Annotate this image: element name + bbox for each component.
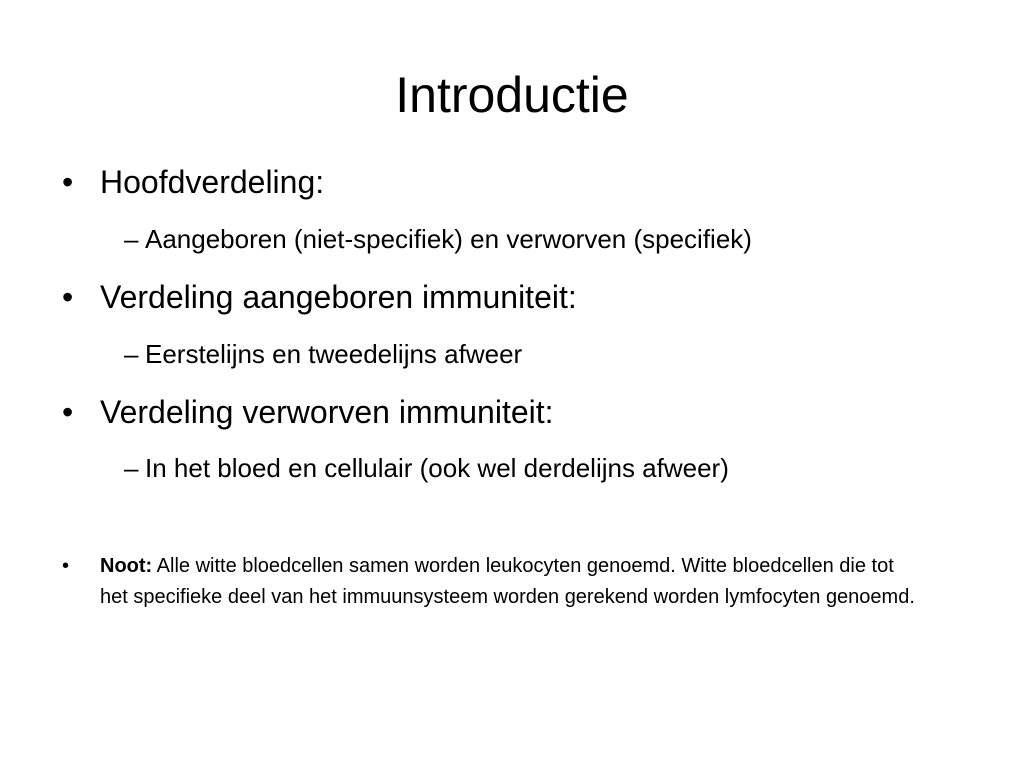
bullet-icon: • <box>62 394 74 430</box>
sub-bullet-text: Aangeboren (niet-specifiek) en verworven (specifiek) <box>145 224 752 254</box>
bullet-text: Hoofdverdeling: <box>100 164 325 200</box>
dash-icon: – <box>124 453 139 483</box>
bullet-text: Verdeling verworven immuniteit: <box>100 394 554 430</box>
note-label: Noot: <box>100 555 153 577</box>
bullet-icon: • <box>62 279 74 315</box>
bullet-icon: • <box>62 164 74 200</box>
dash-icon: – <box>124 339 139 369</box>
note-text <box>100 551 920 613</box>
sub-bullet-text: In het bloed en cellulair (ook wel derdelijns afweer) <box>145 453 729 483</box>
sub-bullet-text: Eerstelijns en tweedelijns afweer <box>145 339 523 369</box>
dash-icon: – <box>124 224 139 254</box>
bullet-icon: • <box>62 555 70 577</box>
slide-title: Introductie <box>395 67 629 123</box>
note-body: Alle witte bloedcellen samen worden leukocyten genoemd. Witte bloedcellen die tot het specifieke deel van het immuunsysteem worden gerekend worden lymfocyten genoemd. <box>100 555 915 608</box>
bullet-text: Verdeling aangeboren immuniteit: <box>100 279 577 315</box>
